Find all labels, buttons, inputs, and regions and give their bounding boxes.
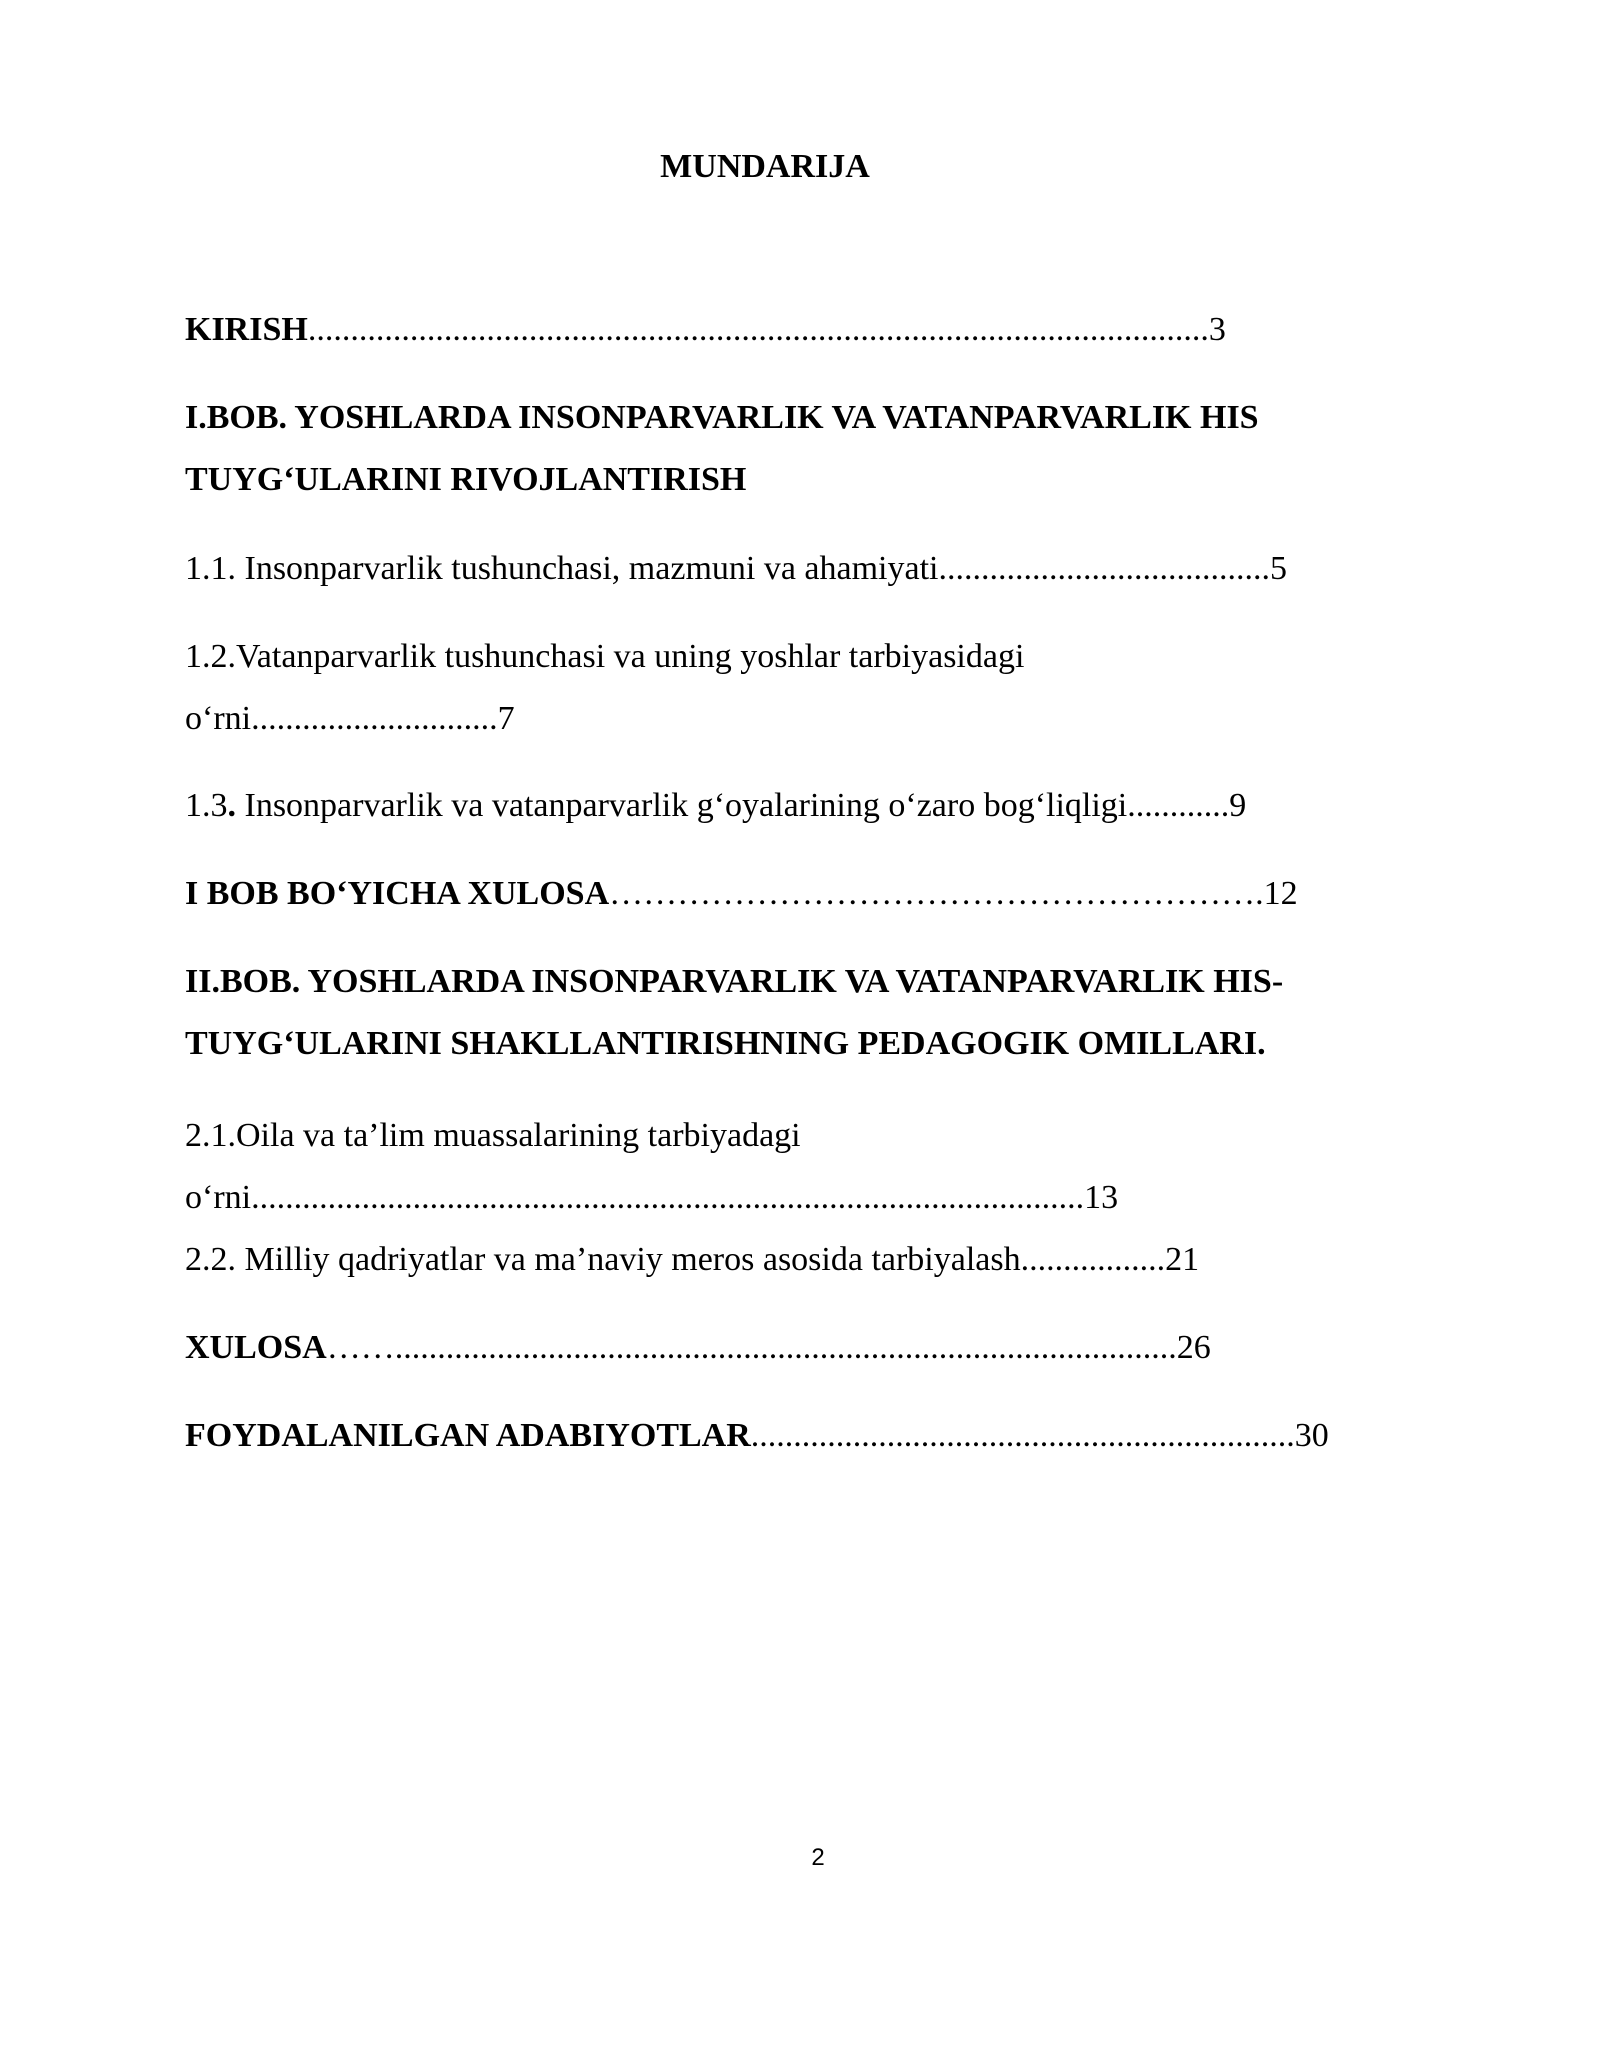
- toc-entry-1-2-line-1: 1.2.Vatanparvarlik tushunchasi va uning yoshlar tarbiyasidagi: [185, 638, 1025, 675]
- toc-text: o‘rni: [185, 1179, 252, 1216]
- toc-chapter-2-line-1: II.BOB. YOSHLARDA INSONPARVARLIK VA VATANPARVARLIK HIS-: [185, 963, 1284, 1000]
- toc-chapter-2-line-2: TUYG‘ULARINI SHAKLLANTIRISHNING PEDAGOGIK OMILLARI.: [185, 1025, 1266, 1062]
- toc-entry-1-2-line-2: [185, 699, 515, 739]
- toc-entry-2-2: [185, 1240, 1199, 1280]
- toc-chapter-1-line-2: TUYG‘ULARINI RIVOJLANTIRISH: [185, 461, 747, 498]
- toc-entry-xulosa: [185, 1328, 1211, 1368]
- toc-label: I BOB BO‘YICHA XULOSA: [185, 875, 610, 912]
- toc-entry-1-3: [185, 786, 1246, 826]
- toc-entry-2-1-line-1: 2.1.Oila va ta’lim muassalarining tarbiyadagi: [185, 1117, 801, 1154]
- toc-page: 30: [1294, 1417, 1329, 1454]
- toc-page: 13: [1084, 1179, 1119, 1216]
- toc-label: FOYDALANILGAN ADABIYOTLAR: [185, 1417, 751, 1454]
- toc-text: Insonparvarlik va vatanparvarlik g‘oyalarining o‘zaro bog‘liqligi: [236, 787, 1128, 824]
- toc-page: 26: [1176, 1329, 1211, 1366]
- toc-text: 1.1. Insonparvarlik tushunchasi, mazmuni va ahamiyati: [185, 550, 939, 587]
- toc-leader: .............................: [251, 700, 498, 737]
- toc-number: 1.3: [185, 787, 228, 824]
- toc-leader: ..........................................................................................................: [307, 311, 1209, 348]
- toc-entry-kirish: [185, 310, 1226, 350]
- toc-entry-references: [185, 1416, 1329, 1456]
- toc-page: 5: [1269, 550, 1287, 587]
- toc-leader: .......................................: [938, 550, 1270, 587]
- toc-leader: ………………………………………………….: [609, 875, 1264, 912]
- toc-page: 9: [1229, 787, 1247, 824]
- toc-text: o‘rni: [185, 700, 252, 737]
- toc-entry-1-1: [185, 549, 1287, 589]
- toc-entry-chapter-1-summary: [185, 874, 1298, 914]
- page-title: MUNDARIJA: [660, 148, 870, 185]
- toc-page: 21: [1165, 1241, 1200, 1278]
- page-number: 2: [811, 1844, 825, 1871]
- toc-leader: ................................................................: [750, 1417, 1295, 1454]
- toc-page: 7: [497, 700, 515, 737]
- toc-leader: ……............................................................................................: [326, 1329, 1177, 1366]
- toc-entry-2-1-line-2: [185, 1178, 1118, 1218]
- toc-chapter-1-line-1: I.BOB. YOSHLARDA INSONPARVARLIK VA VATANPARVARLIK HIS: [185, 399, 1259, 436]
- toc-number-dot: .: [227, 787, 236, 824]
- toc-page: 12: [1263, 875, 1298, 912]
- toc-text: 2.2. Milliy qadriyatlar va ma’naviy meros asosida tarbiyalash: [185, 1241, 1021, 1278]
- toc-leader: ............: [1127, 787, 1230, 824]
- toc-leader: .................: [1020, 1241, 1166, 1278]
- toc-label: KIRISH: [185, 311, 308, 348]
- toc-leader: ..................................................................................................: [251, 1179, 1085, 1216]
- toc-page: 3: [1208, 311, 1226, 348]
- toc-label: XULOSA: [185, 1329, 327, 1366]
